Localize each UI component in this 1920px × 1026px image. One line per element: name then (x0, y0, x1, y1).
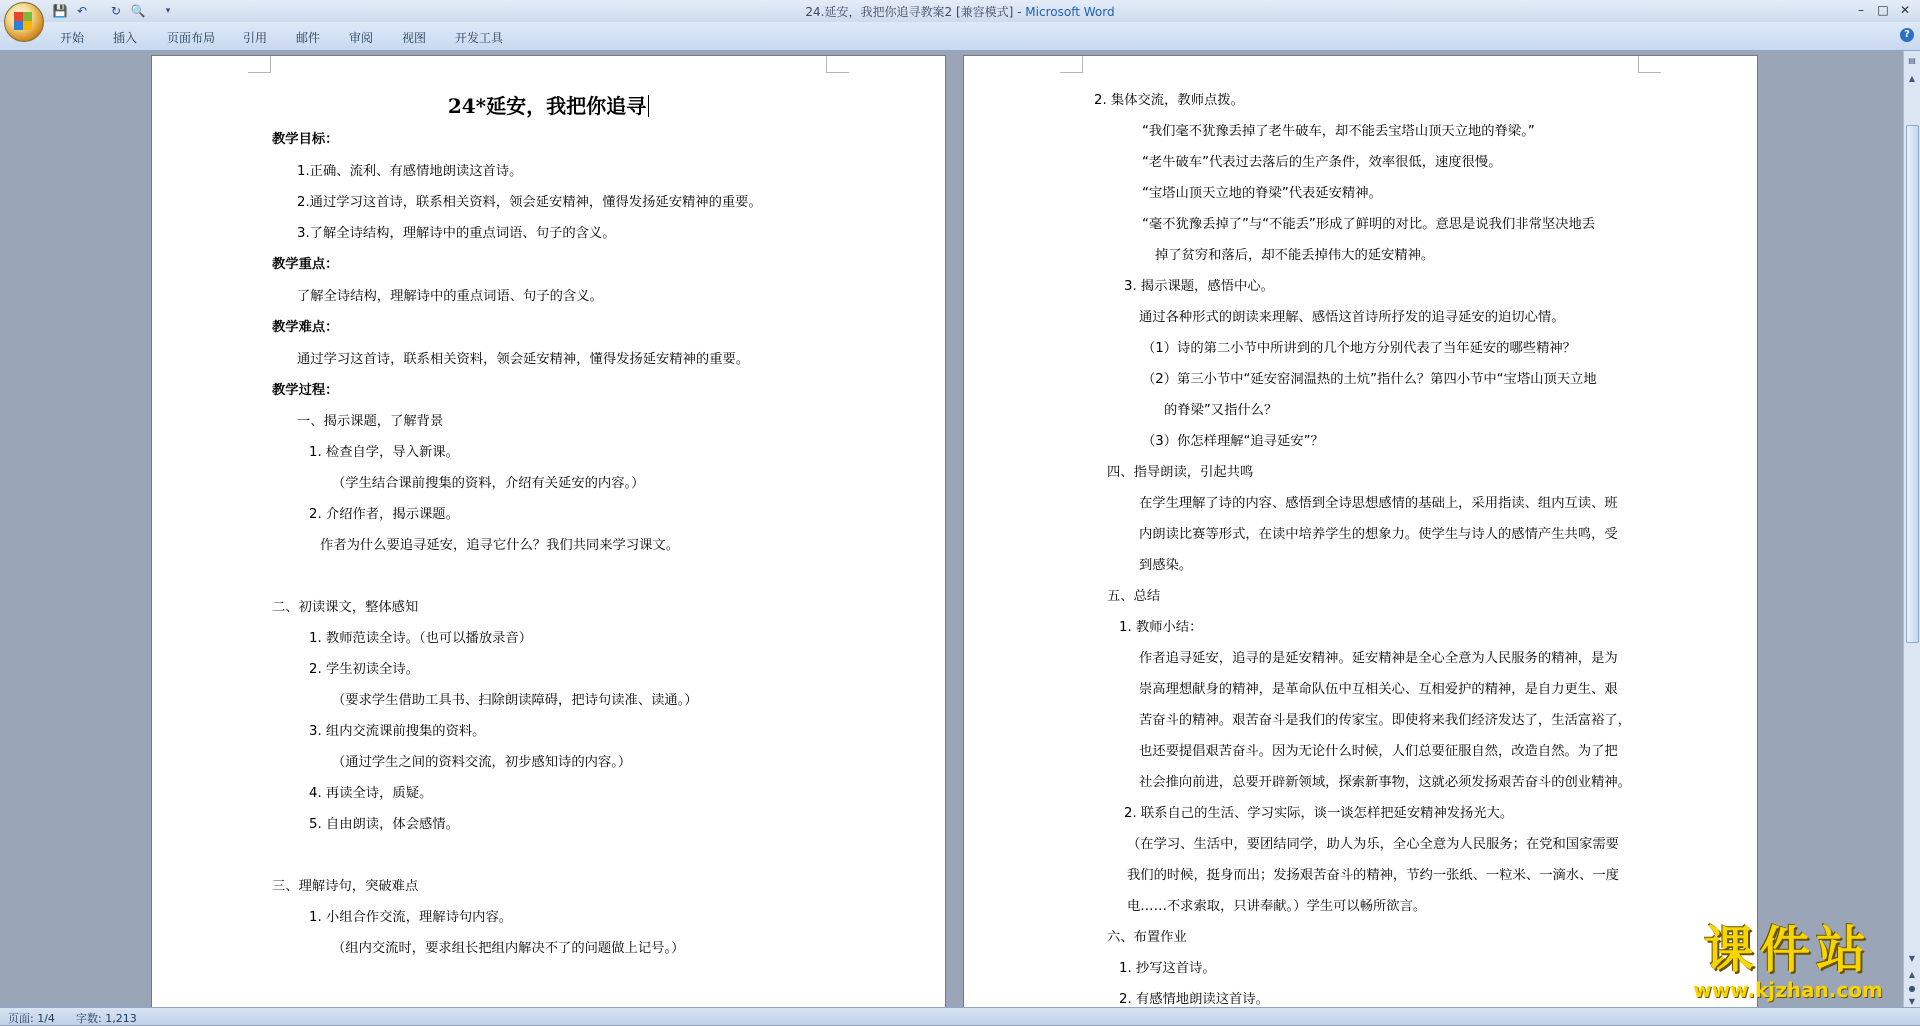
body-line: “毫不犹豫丢掉了”与“不能丢”形成了鲜明的对比。意思是说我们非常坚决地丢 (1142, 217, 1596, 232)
body-line: 三、理解诗句，突破难点 (272, 879, 419, 894)
body-line: （要求学生借助工具书、扫除朗读障碍，把诗句读准、读通。） (332, 693, 698, 708)
body-line: 社会推向前进，总要开辟新领域，探索新事物，这就必须发扬艰苦奋斗的创业精神。 (1139, 775, 1631, 790)
body-line: （1）诗的第二小节中所讲到的几个地方分别代表了当年延安的哪些精神？ (1142, 341, 1576, 356)
body-line: （在学习、生活中，要团结同学，助人为乐，全心全意为人民服务；在党和国家需要 (1127, 837, 1619, 852)
app-name: Microsoft Word (1025, 5, 1115, 19)
body-line: “我们毫不犹豫丢掉了老牛破车，却不能丢宝塔山顶天立地的脊梁。” (1142, 124, 1535, 139)
help-icon[interactable]: ? (1900, 28, 1914, 42)
body-line: 通过学习这首诗，联系相关资料，领会延安精神，懂得发扬延安精神的重要。 (297, 352, 750, 367)
title-bar (0, 0, 1920, 23)
document-title: 24.延安，我把你追寻教案2 [兼容模式] (805, 5, 1014, 19)
tab-developer[interactable]: 开发工具 (455, 31, 504, 45)
document-heading (152, 90, 945, 119)
ruler-toggle-icon[interactable]: ▤ (1908, 56, 1916, 65)
section-heading: 教学难点： (272, 320, 339, 335)
body-line: 作者追寻延安，追寻的是延安精神。延安精神是全心全意为人民服务的精神，是为 (1139, 651, 1618, 666)
watermark-text: 课件站 (1704, 921, 1872, 979)
scroll-down-icon[interactable]: ▼ (1908, 954, 1916, 963)
browse-object-icon[interactable]: ● (1908, 984, 1916, 993)
margin-corner-top-right (1638, 56, 1661, 73)
body-line: 通过各种形式的朗读来理解、感悟这首诗所抒发的追寻延安的迫切心情。 (1139, 310, 1565, 325)
body-line: 六、布置作业 (1107, 930, 1187, 945)
tab-mailings[interactable]: 邮件 (296, 31, 321, 45)
body-line: 3.了解全诗结构，理解诗中的重点词语、句子的含义。 (297, 226, 616, 241)
body-line: 一、揭示课题，了解背景 (297, 414, 444, 429)
body-line: 1. 教师小结： (1119, 620, 1203, 635)
tab-home[interactable]: 开始 (60, 31, 85, 45)
next-page-icon[interactable]: ▼ (1908, 997, 1916, 1006)
body-line: 二、初读课文，整体感知 (272, 600, 419, 615)
tab-view[interactable]: 视图 (402, 31, 427, 45)
page-2[interactable] (963, 55, 1758, 1008)
body-line: 苦奋斗的精神。艰苦奋斗是我们的传家宝。即使将来我们经济发达了，生活富裕了， (1139, 713, 1631, 728)
status-bar (0, 1007, 1920, 1025)
print-preview-icon[interactable]: 🔍 (130, 4, 146, 18)
body-line: 在学生理解了诗的内容、感悟到全诗思想感情的基础上，采用指读、组内互读、班 (1139, 496, 1618, 511)
kjzhan-watermark (1672, 922, 1904, 1004)
body-line: 掉了贫穷和落后，却不能丢掉伟大的延安精神。 (1155, 248, 1435, 263)
document-heading-text: 24*延安，我把你追寻 (447, 94, 647, 118)
body-line: 我们的时候，挺身而出；发扬艰苦奋斗的精神，节约一张纸、一粒米、一滴水、一度 (1127, 868, 1619, 883)
undo-icon[interactable]: ↶ (76, 4, 88, 18)
margin-corner-top-left (248, 56, 271, 73)
body-line: 2. 集体交流，教师点拨。 (1094, 93, 1244, 108)
word-count[interactable]: 字数: 1,213 (76, 1012, 137, 1025)
body-line: 3. 揭示课题，感悟中心。 (1124, 279, 1274, 294)
body-line: 1. 教师范读全诗。（也可以播放录音） (309, 631, 533, 646)
body-line: 也还要提倡艰苦奋斗。因为无论什么时候，人们总要征服自然，改造自然。为了把 (1139, 744, 1618, 759)
tab-page-layout[interactable]: 页面布局 (167, 31, 216, 45)
body-line: 2. 联系自己的生活、学习实际，谈一谈怎样把延安精神发扬光大。 (1124, 806, 1514, 821)
body-line: 1. 抄写这首诗。 (1119, 961, 1216, 976)
body-line: （学生结合课前搜集的资料，介绍有关延安的内容。） (332, 476, 645, 491)
body-line: 2. 有感情地朗读这首诗。 (1119, 992, 1269, 1007)
body-line: 4. 再读全诗，质疑。 (309, 786, 433, 801)
window-title: 24.延安，我把你追寻教案2 [兼容模式] - Microsoft Word (805, 5, 1115, 19)
close-icon[interactable]: ✕ (1899, 3, 1911, 17)
body-line: 1. 检查自学，导入新课。 (309, 445, 459, 460)
save-icon[interactable]: 💾 (52, 4, 68, 18)
section-heading: 教学目标： (272, 132, 339, 147)
vertical-scrollbar[interactable] (1903, 51, 1920, 1008)
office-logo-icon (14, 12, 32, 30)
tab-insert[interactable]: 插入 (113, 31, 138, 45)
body-line: （组内交流时，要求组长把组内解决不了的问题做上记号。） (332, 941, 685, 956)
body-line: 崇高理想献身的精神，是革命队伍中互相关心、互相爱护的精神，是自力更生、艰 (1139, 682, 1618, 697)
body-line: 电……不求索取，只讲奉献。）学生可以畅所欲言。 (1127, 899, 1427, 914)
body-line: 了解全诗结构，理解诗中的重点词语、句子的含义。 (297, 289, 603, 304)
restore-icon[interactable]: □ (1877, 3, 1889, 17)
body-line: 1.正确、流利、有感情地朗读这首诗。 (297, 164, 523, 179)
office-button[interactable] (4, 2, 44, 42)
page-1[interactable] (151, 55, 946, 1008)
minimize-icon[interactable]: – (1858, 3, 1864, 17)
body-line: 2. 学生初读全诗。 (309, 662, 419, 677)
body-line: 2.通过学习这首诗，联系相关资料，领会延安精神，懂得发扬延安精神的重要。 (297, 195, 762, 210)
scroll-up-icon[interactable]: ▲ (1908, 74, 1916, 83)
scroll-thumb[interactable] (1906, 125, 1919, 643)
body-line: 五、总结 (1107, 589, 1161, 604)
body-line: 作者为什么要追寻延安，追寻它什么？我们共同来学习课文。 (320, 538, 680, 553)
body-line: （通过学生之间的资料交流，初步感知诗的内容。） (332, 755, 632, 770)
body-line: “宝塔山顶天立地的脊梁”代表延安精神。 (1142, 186, 1382, 201)
margin-corner-top-right (826, 56, 849, 73)
previous-page-icon[interactable]: ▲ (1908, 970, 1916, 979)
body-line: 内朗读比赛等形式，在读中培养学生的想象力。使学生与诗人的感情产生共鸣，受 (1139, 527, 1618, 542)
watermark-url: www.kjzhan.com (1693, 978, 1883, 1002)
body-line: 到感染。 (1139, 558, 1193, 573)
body-line: 四、指导朗读，引起共鸣 (1107, 465, 1254, 480)
redo-icon[interactable]: ↻ (110, 4, 122, 18)
body-line: 1. 小组合作交流，理解诗句内容。 (309, 910, 513, 925)
text-cursor (648, 95, 649, 117)
customize-qat-icon[interactable]: ▾ (165, 6, 171, 16)
body-line: 2. 介绍作者，揭示课题。 (309, 507, 459, 522)
body-line: “老牛破车”代表过去落后的生产条件，效率很低，速度很慢。 (1142, 155, 1502, 170)
body-line: 3. 组内交流课前搜集的资料。 (309, 724, 486, 739)
tab-review[interactable]: 审阅 (349, 31, 374, 45)
document-workspace (0, 51, 1904, 1008)
body-line: （2）第三小节中“延安窑洞温热的土炕”指什么？第四小节中“宝塔山顶天立地 (1142, 372, 1597, 387)
body-line: 的脊梁”又指什么？ (1164, 403, 1278, 418)
body-line: （3）你怎样理解“追寻延安”？ (1142, 434, 1324, 449)
margin-corner-top-left (1060, 56, 1083, 73)
body-line: 5. 自由朗读，体会感情。 (309, 817, 459, 832)
ribbon-tabs (0, 22, 1920, 51)
tab-references[interactable]: 引用 (243, 31, 268, 45)
page-count[interactable]: 页面: 1/4 (8, 1012, 55, 1025)
section-heading: 教学重点： (272, 257, 339, 272)
section-heading: 教学过程： (272, 383, 339, 398)
